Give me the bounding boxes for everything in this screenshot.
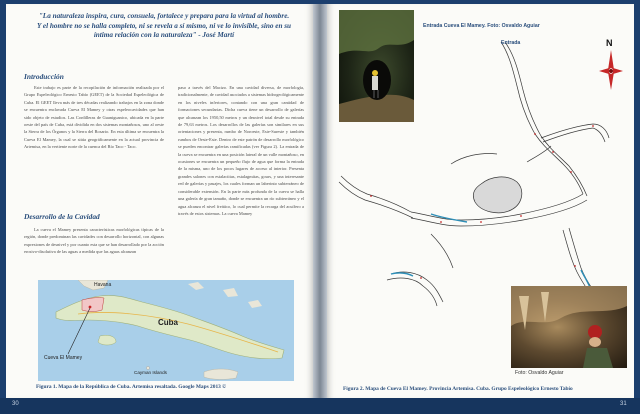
quote-line-3: íntima relación con la naturaleza" - José Martí: [93, 31, 235, 40]
cuba-map: [38, 280, 294, 381]
cuba-map-graphic: [38, 280, 294, 381]
map-label-cueva: Cueva El Mamey: [44, 355, 83, 361]
second-column-text: paso a través del Macizo. En una cavidad diversa, de morfología, tradicionalmente, de cavidad asociados a sistemas hidrogeológicamente en los niveles inferiores, contando con una gran cantidad de formaciones secundarias. Dicha cueva tiene un desarrollo de galerías que alcanzan los 1950,50 metros y un desnivel total desde su entrada de 79,63 metros. Los desarrollos de las galerías son similares en sus orientaciones y presenta, rumbo de Noroeste, Este-Sureste y también rumbos de Oeste-Este. Dentro de este patrón de desarrollo morfológico se pueden encontrar galerías ramificadas (ver Figura 2). La entrada de la cueva se encuentra en una posición lateral de un valle montañoso, en ocasiones se encuentra un pequeño flujo de agua que forma la entrada de la misma, uno de los pocos lugares de acceso al interior. Presenta grandes salones con estalactitas, estalagmitas, gours, y una interesante red de galerías y pasajes, los cuales forman un laberinto subterráneo de considerable extensión. En la parte más profunda de la cueva se halla una galería de gran tamaño, donde se encuentra un río subterráneo y el agua alcanza el nivel freático, lo cual permite la recarga del acuífero a través de estos sistemas. La cueva Mamey: [178, 85, 304, 216]
entrance-photo-caption: Entrada Cueva El Mamey. Foto: Osvaldo Aguiar: [423, 23, 540, 29]
map-label-cayman: Cayman Islands: [134, 370, 167, 375]
map-label-havana: Havana: [94, 282, 112, 288]
right-page: [327, 4, 634, 398]
figure2-caption: Figura 2. Mapa de Cueva El Mamey. Provincia Artemisa. Cuba. Grupo Espeleológico Ernesto Tabío: [343, 386, 573, 392]
book-gutter: [313, 4, 327, 398]
north-label: N: [606, 38, 613, 48]
section-title-development: Desarrollo de la Cavidad: [24, 212, 100, 221]
development-paragraph: La cueva el Mamey presenta características morfológicas típicas de la región, donde predominan las cavidades con desarrollo horizontal, con algunas expresiones de desnivel y por cuanto esta que se han desarrollado por la acción erosivo-disolutiva de las aguas a medida que las aguas alcanzan: [24, 227, 164, 255]
epigraph-quote: [24, 12, 304, 41]
page-number-right: 31: [620, 401, 627, 407]
figure1-caption: Figura 1. Mapa de la República de Cuba. Artemisa resaltada. Google Maps 2013 ©: [36, 384, 227, 390]
section-title-intro: Introducción: [24, 72, 64, 81]
map-label-cuba: Cuba: [158, 318, 178, 327]
page-number-left: 30: [12, 401, 19, 407]
quote-line-1: "La naturaleza inspira, cura, consuela, fortalece y prepara para la virtud al hombre.: [38, 12, 290, 20]
quote-line-2: Y el hombre no se halla completo, ni se revela a sí mismo, ni ve lo invisible, sino en su: [36, 21, 292, 30]
entrance-label: Entrada: [501, 40, 521, 46]
caver-photo-caption: Foto: Osvaldo Aguiar: [515, 370, 564, 376]
caver-photo: [511, 286, 627, 368]
caver-scene: [511, 286, 627, 368]
left-page: [6, 4, 313, 398]
footer-band: [0, 398, 640, 414]
cave-survey-map: [331, 34, 631, 314]
intro-paragraph: Este trabajo es parte de la recopilación de información realizada por el Grupo Espeleológico Ernesto Tabío (GEET) de la Sociedad Espeleológica de Cuba. El GEET lleva más de tres décadas realizando trabajos en la zona donde se encuentra enclavada Cueva El Mamey y otras espeleocavidades que han sido objeto de estudios. Las Cordilleras de Guaniguanico, ubicada en la parte oeste del país de Cuba, está dividida en dos sistemas montañosos, uno al oeste la Sierra de los Órganos y la Sierra del Rosario. En esta última se encuentra la Cueva El Mamey, la cual se sitúa geográficamente en la actual provincia de Artemisa, en la vertiente norte de la cuenca del Río Taco - Taco.: [24, 85, 164, 150]
